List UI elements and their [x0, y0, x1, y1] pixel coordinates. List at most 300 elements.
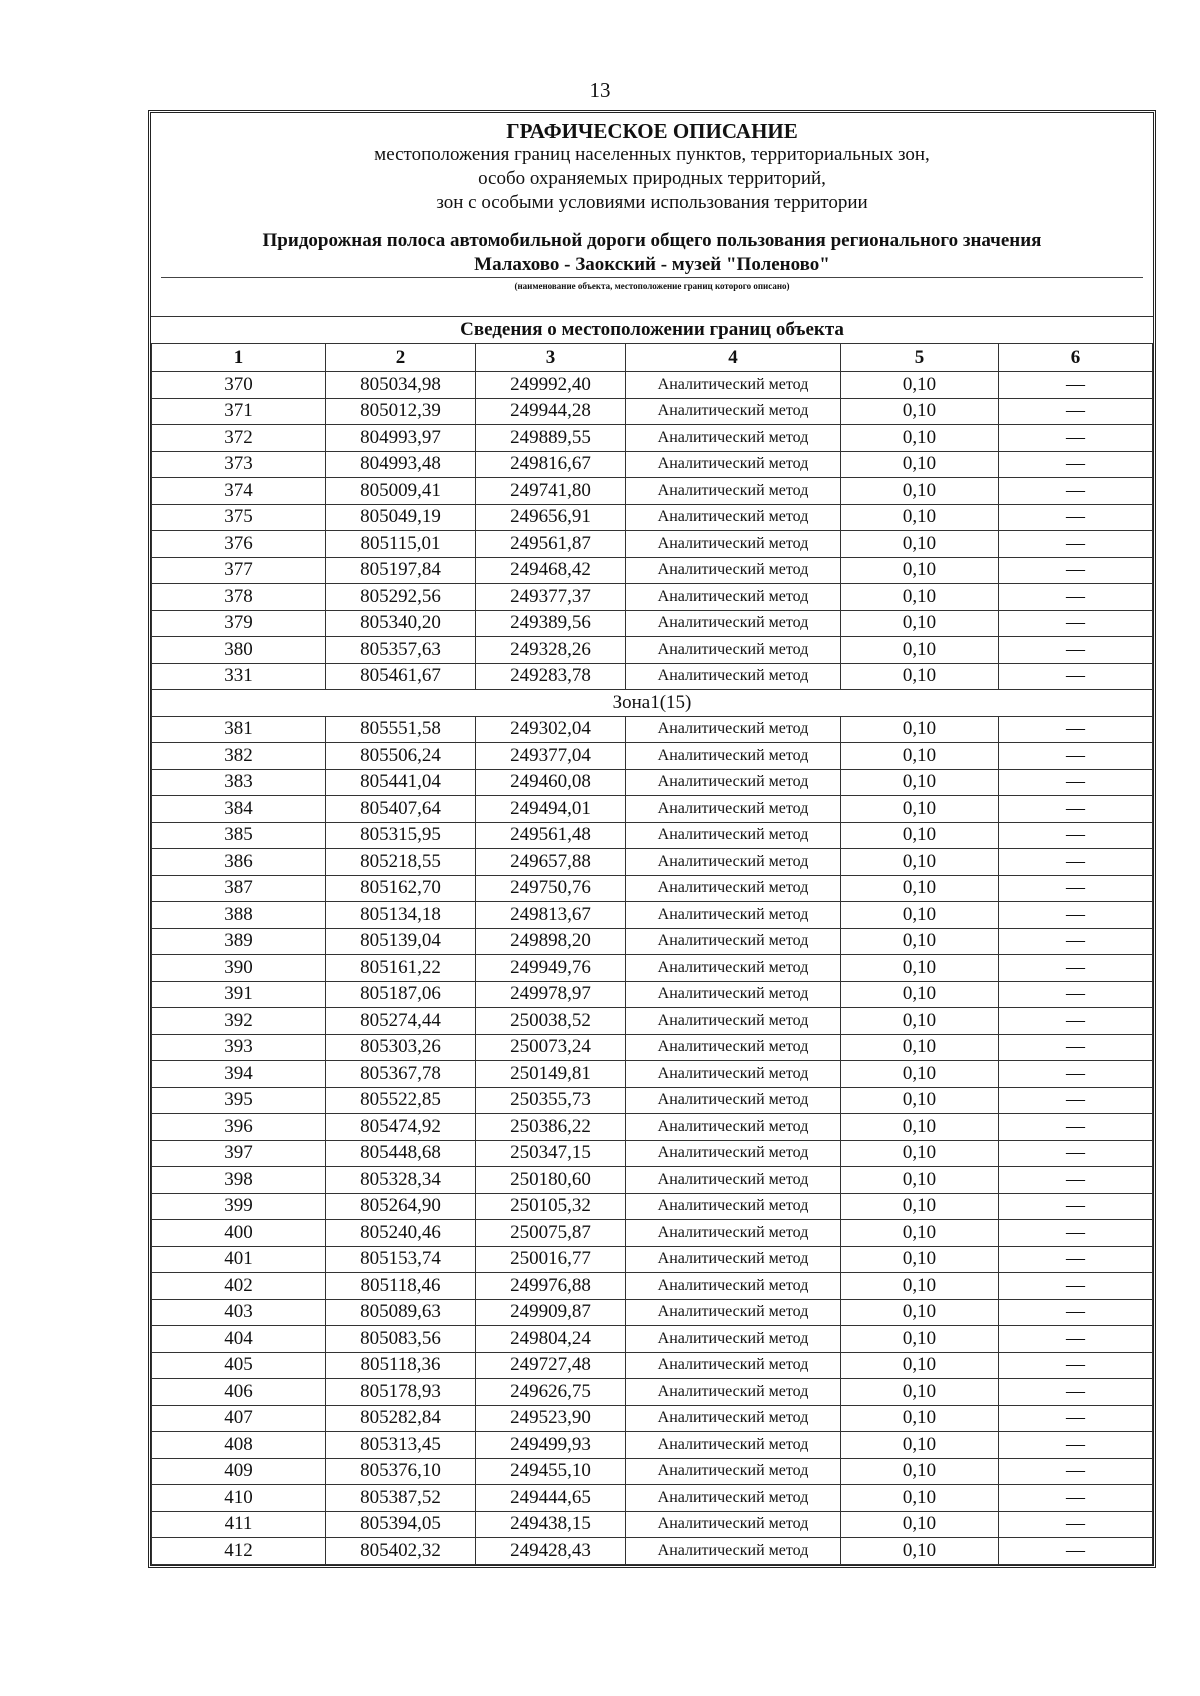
x-coordinate-cell: 804993,97 — [326, 425, 476, 452]
table-row — [152, 769, 1153, 796]
description-cell: — — [999, 478, 1153, 505]
point-number-cell: 379 — [152, 610, 326, 637]
description-cell: — — [999, 1273, 1153, 1300]
description-cell: — — [999, 1405, 1153, 1432]
table-row — [152, 849, 1153, 876]
table-row — [152, 796, 1153, 823]
table-row — [152, 1485, 1153, 1512]
point-number-cell: 410 — [152, 1485, 326, 1512]
table-row — [152, 451, 1153, 478]
table-row — [152, 928, 1153, 955]
description-cell: — — [999, 1167, 1153, 1194]
accuracy-cell: 0,10 — [841, 743, 999, 770]
y-coordinate-cell: 249889,55 — [476, 425, 626, 452]
description-cell: — — [999, 504, 1153, 531]
point-number-cell: 400 — [152, 1220, 326, 1247]
zone-row — [152, 690, 1153, 717]
table-row — [152, 716, 1153, 743]
method-cell: Аналитический метод — [626, 1167, 841, 1194]
method-cell: Аналитический метод — [626, 1220, 841, 1247]
description-cell: — — [999, 1352, 1153, 1379]
x-coordinate-cell: 805012,39 — [326, 398, 476, 425]
table-row — [152, 637, 1153, 664]
x-coordinate-cell: 805083,56 — [326, 1326, 476, 1353]
description-cell: — — [999, 1193, 1153, 1220]
column-header: 1 — [152, 344, 326, 372]
table-row — [152, 902, 1153, 929]
accuracy-cell: 0,10 — [841, 769, 999, 796]
y-coordinate-cell: 249283,78 — [476, 663, 626, 690]
description-cell: — — [999, 1511, 1153, 1538]
method-cell: Аналитический метод — [626, 1458, 841, 1485]
x-coordinate-cell: 805264,90 — [326, 1193, 476, 1220]
table-row — [152, 478, 1153, 505]
table-row — [152, 1405, 1153, 1432]
subtitle-line: особо охраняемых природных территорий, — [478, 168, 826, 189]
description-cell: — — [999, 1061, 1153, 1088]
table-row — [152, 1220, 1153, 1247]
y-coordinate-cell: 249657,88 — [476, 849, 626, 876]
accuracy-cell: 0,10 — [841, 504, 999, 531]
x-coordinate-cell: 805506,24 — [326, 743, 476, 770]
table-row — [152, 398, 1153, 425]
point-number-cell: 370 — [152, 372, 326, 399]
point-number-cell: 378 — [152, 584, 326, 611]
object-note: (наименование объекта, местоположение границ которого описано) — [161, 277, 1143, 292]
point-number-cell: 384 — [152, 796, 326, 823]
accuracy-cell: 0,10 — [841, 1246, 999, 1273]
table-row — [152, 981, 1153, 1008]
description-cell: — — [999, 1008, 1153, 1035]
point-number-cell: 331 — [152, 663, 326, 690]
description-cell: — — [999, 372, 1153, 399]
y-coordinate-cell: 249741,80 — [476, 478, 626, 505]
y-coordinate-cell: 249377,04 — [476, 743, 626, 770]
method-cell: Аналитический метод — [626, 1246, 841, 1273]
method-cell: Аналитический метод — [626, 902, 841, 929]
point-number-cell: 385 — [152, 822, 326, 849]
table-row — [152, 584, 1153, 611]
method-cell: Аналитический метод — [626, 557, 841, 584]
point-number-cell: 380 — [152, 637, 326, 664]
description-cell: — — [999, 928, 1153, 955]
point-number-cell: 381 — [152, 716, 326, 743]
y-coordinate-cell: 250149,81 — [476, 1061, 626, 1088]
table-row — [152, 531, 1153, 558]
accuracy-cell: 0,10 — [841, 1485, 999, 1512]
table-row — [152, 955, 1153, 982]
accuracy-cell: 0,10 — [841, 1379, 999, 1406]
method-cell: Аналитический метод — [626, 637, 841, 664]
description-cell: — — [999, 955, 1153, 982]
method-cell: Аналитический метод — [626, 1405, 841, 1432]
column-header: 2 — [326, 344, 476, 372]
y-coordinate-cell: 249898,20 — [476, 928, 626, 955]
x-coordinate-cell: 805357,63 — [326, 637, 476, 664]
header-block — [151, 113, 1153, 277]
point-number-cell: 404 — [152, 1326, 326, 1353]
method-cell: Аналитический метод — [626, 1061, 841, 1088]
method-cell: Аналитический метод — [626, 1326, 841, 1353]
accuracy-cell: 0,10 — [841, 451, 999, 478]
subtitle-line: зон с особыми условиями использования территории — [436, 192, 868, 213]
x-coordinate-cell: 805387,52 — [326, 1485, 476, 1512]
method-cell: Аналитический метод — [626, 716, 841, 743]
section-title: Сведения о местоположении границ объекта — [151, 316, 1153, 343]
method-cell: Аналитический метод — [626, 584, 841, 611]
table-row — [152, 1061, 1153, 1088]
method-cell: Аналитический метод — [626, 1008, 841, 1035]
y-coordinate-cell: 249944,28 — [476, 398, 626, 425]
accuracy-cell: 0,10 — [841, 557, 999, 584]
point-number-cell: 412 — [152, 1538, 326, 1565]
method-cell: Аналитический метод — [626, 822, 841, 849]
table-header-row — [152, 344, 1153, 372]
x-coordinate-cell: 805162,70 — [326, 875, 476, 902]
point-number-cell: 408 — [152, 1432, 326, 1459]
y-coordinate-cell: 250386,22 — [476, 1114, 626, 1141]
x-coordinate-cell: 805303,26 — [326, 1034, 476, 1061]
accuracy-cell: 0,10 — [841, 955, 999, 982]
y-coordinate-cell: 249499,93 — [476, 1432, 626, 1459]
method-cell: Аналитический метод — [626, 1114, 841, 1141]
y-coordinate-cell: 250105,32 — [476, 1193, 626, 1220]
description-cell: — — [999, 610, 1153, 637]
x-coordinate-cell: 805402,32 — [326, 1538, 476, 1565]
accuracy-cell: 0,10 — [841, 1061, 999, 1088]
point-number-cell: 374 — [152, 478, 326, 505]
description-cell: — — [999, 1326, 1153, 1353]
accuracy-cell: 0,10 — [841, 1114, 999, 1141]
description-cell: — — [999, 822, 1153, 849]
y-coordinate-cell: 249468,42 — [476, 557, 626, 584]
x-coordinate-cell: 805315,95 — [326, 822, 476, 849]
y-coordinate-cell: 250038,52 — [476, 1008, 626, 1035]
page-number: 13 — [589, 78, 611, 102]
accuracy-cell: 0,10 — [841, 716, 999, 743]
description-cell: — — [999, 902, 1153, 929]
column-header: 6 — [999, 344, 1153, 372]
description-cell: — — [999, 1034, 1153, 1061]
point-number-cell: 401 — [152, 1246, 326, 1273]
table-row — [152, 372, 1153, 399]
point-number-cell: 377 — [152, 557, 326, 584]
method-cell: Аналитический метод — [626, 1511, 841, 1538]
accuracy-cell: 0,10 — [841, 372, 999, 399]
table-row — [152, 557, 1153, 584]
y-coordinate-cell: 250347,15 — [476, 1140, 626, 1167]
x-coordinate-cell: 805118,46 — [326, 1273, 476, 1300]
method-cell: Аналитический метод — [626, 1273, 841, 1300]
x-coordinate-cell: 805461,67 — [326, 663, 476, 690]
table-row — [152, 1299, 1153, 1326]
x-coordinate-cell: 805089,63 — [326, 1299, 476, 1326]
x-coordinate-cell: 805313,45 — [326, 1432, 476, 1459]
accuracy-cell: 0,10 — [841, 1273, 999, 1300]
accuracy-cell: 0,10 — [841, 1352, 999, 1379]
accuracy-cell: 0,10 — [841, 637, 999, 664]
document-title: ГРАФИЧЕСКОЕ ОПИСАНИЕ — [506, 119, 798, 143]
accuracy-cell: 0,10 — [841, 425, 999, 452]
y-coordinate-cell: 249909,87 — [476, 1299, 626, 1326]
method-cell: Аналитический метод — [626, 451, 841, 478]
table-row — [152, 1379, 1153, 1406]
table-row — [152, 1034, 1153, 1061]
method-cell: Аналитический метод — [626, 425, 841, 452]
x-coordinate-cell: 805197,84 — [326, 557, 476, 584]
x-coordinate-cell: 805118,36 — [326, 1352, 476, 1379]
point-number-cell: 394 — [152, 1061, 326, 1088]
description-cell: — — [999, 663, 1153, 690]
accuracy-cell: 0,10 — [841, 1405, 999, 1432]
x-coordinate-cell: 805139,04 — [326, 928, 476, 955]
accuracy-cell: 0,10 — [841, 610, 999, 637]
y-coordinate-cell: 250180,60 — [476, 1167, 626, 1194]
x-coordinate-cell: 805328,34 — [326, 1167, 476, 1194]
accuracy-cell: 0,10 — [841, 1140, 999, 1167]
method-cell: Аналитический метод — [626, 955, 841, 982]
accuracy-cell: 0,10 — [841, 1458, 999, 1485]
y-coordinate-cell: 249992,40 — [476, 372, 626, 399]
x-coordinate-cell: 805034,98 — [326, 372, 476, 399]
point-number-cell: 409 — [152, 1458, 326, 1485]
y-coordinate-cell: 249444,65 — [476, 1485, 626, 1512]
method-cell: Аналитический метод — [626, 610, 841, 637]
method-cell: Аналитический метод — [626, 875, 841, 902]
table-row — [152, 1511, 1153, 1538]
description-cell: — — [999, 557, 1153, 584]
y-coordinate-cell: 250075,87 — [476, 1220, 626, 1247]
document-frame — [148, 110, 1156, 1568]
point-number-cell: 395 — [152, 1087, 326, 1114]
accuracy-cell: 0,10 — [841, 796, 999, 823]
description-cell: — — [999, 849, 1153, 876]
point-number-cell: 393 — [152, 1034, 326, 1061]
accuracy-cell: 0,10 — [841, 1167, 999, 1194]
x-coordinate-cell: 805522,85 — [326, 1087, 476, 1114]
description-cell: — — [999, 1114, 1153, 1141]
method-cell: Аналитический метод — [626, 1034, 841, 1061]
y-coordinate-cell: 249302,04 — [476, 716, 626, 743]
method-cell: Аналитический метод — [626, 1299, 841, 1326]
point-number-cell: 391 — [152, 981, 326, 1008]
accuracy-cell: 0,10 — [841, 663, 999, 690]
point-number-cell: 382 — [152, 743, 326, 770]
point-number-cell: 411 — [152, 1511, 326, 1538]
point-number-cell: 386 — [152, 849, 326, 876]
y-coordinate-cell: 249389,56 — [476, 610, 626, 637]
table-row — [152, 1193, 1153, 1220]
method-cell: Аналитический метод — [626, 372, 841, 399]
x-coordinate-cell: 805448,68 — [326, 1140, 476, 1167]
accuracy-cell: 0,10 — [841, 1538, 999, 1565]
x-coordinate-cell: 805009,41 — [326, 478, 476, 505]
point-number-cell: 397 — [152, 1140, 326, 1167]
table-row — [152, 822, 1153, 849]
accuracy-cell: 0,10 — [841, 478, 999, 505]
point-number-cell: 388 — [152, 902, 326, 929]
table-row — [152, 663, 1153, 690]
x-coordinate-cell: 805187,06 — [326, 981, 476, 1008]
table-row — [152, 1326, 1153, 1353]
x-coordinate-cell: 805376,10 — [326, 1458, 476, 1485]
description-cell: — — [999, 531, 1153, 558]
table-row — [152, 1246, 1153, 1273]
method-cell: Аналитический метод — [626, 1087, 841, 1114]
point-number-cell: 407 — [152, 1405, 326, 1432]
description-cell: — — [999, 425, 1153, 452]
method-cell: Аналитический метод — [626, 849, 841, 876]
accuracy-cell: 0,10 — [841, 875, 999, 902]
accuracy-cell: 0,10 — [841, 1193, 999, 1220]
zone-label: Зона1(15) — [152, 690, 1153, 717]
table-row — [152, 1432, 1153, 1459]
accuracy-cell: 0,10 — [841, 398, 999, 425]
x-coordinate-cell: 805474,92 — [326, 1114, 476, 1141]
x-coordinate-cell: 805153,74 — [326, 1246, 476, 1273]
table-row — [152, 1087, 1153, 1114]
y-coordinate-cell: 249976,88 — [476, 1273, 626, 1300]
point-number-cell: 399 — [152, 1193, 326, 1220]
point-number-cell: 398 — [152, 1167, 326, 1194]
y-coordinate-cell: 250073,24 — [476, 1034, 626, 1061]
accuracy-cell: 0,10 — [841, 584, 999, 611]
y-coordinate-cell: 249813,67 — [476, 902, 626, 929]
method-cell: Аналитический метод — [626, 796, 841, 823]
accuracy-cell: 0,10 — [841, 1034, 999, 1061]
x-coordinate-cell: 805551,58 — [326, 716, 476, 743]
accuracy-cell: 0,10 — [841, 1299, 999, 1326]
y-coordinate-cell: 249377,37 — [476, 584, 626, 611]
y-coordinate-cell: 249750,76 — [476, 875, 626, 902]
y-coordinate-cell: 249816,67 — [476, 451, 626, 478]
column-header: 3 — [476, 344, 626, 372]
y-coordinate-cell: 249438,15 — [476, 1511, 626, 1538]
table-row — [152, 1114, 1153, 1141]
accuracy-cell: 0,10 — [841, 822, 999, 849]
x-coordinate-cell: 805340,20 — [326, 610, 476, 637]
y-coordinate-cell: 249561,87 — [476, 531, 626, 558]
accuracy-cell: 0,10 — [841, 1432, 999, 1459]
method-cell: Аналитический метод — [626, 743, 841, 770]
x-coordinate-cell: 805407,64 — [326, 796, 476, 823]
method-cell: Аналитический метод — [626, 398, 841, 425]
method-cell: Аналитический метод — [626, 478, 841, 505]
description-cell: — — [999, 398, 1153, 425]
point-number-cell: 389 — [152, 928, 326, 955]
description-cell: — — [999, 1458, 1153, 1485]
y-coordinate-cell: 249561,48 — [476, 822, 626, 849]
accuracy-cell: 0,10 — [841, 1326, 999, 1353]
x-coordinate-cell: 805134,18 — [326, 902, 476, 929]
x-coordinate-cell: 805161,22 — [326, 955, 476, 982]
table-row — [152, 504, 1153, 531]
method-cell: Аналитический метод — [626, 531, 841, 558]
y-coordinate-cell: 249727,48 — [476, 1352, 626, 1379]
method-cell: Аналитический метод — [626, 981, 841, 1008]
y-coordinate-cell: 249523,90 — [476, 1405, 626, 1432]
method-cell: Аналитический метод — [626, 1140, 841, 1167]
point-number-cell: 403 — [152, 1299, 326, 1326]
table-row — [152, 1458, 1153, 1485]
y-coordinate-cell: 249656,91 — [476, 504, 626, 531]
method-cell: Аналитический метод — [626, 663, 841, 690]
accuracy-cell: 0,10 — [841, 1087, 999, 1114]
point-number-cell: 373 — [152, 451, 326, 478]
point-number-cell: 375 — [152, 504, 326, 531]
column-header: 5 — [841, 344, 999, 372]
y-coordinate-cell: 249328,26 — [476, 637, 626, 664]
coordinates-table — [151, 343, 1153, 1565]
x-coordinate-cell: 805274,44 — [326, 1008, 476, 1035]
point-number-cell: 387 — [152, 875, 326, 902]
y-coordinate-cell: 249460,08 — [476, 769, 626, 796]
object-name-line: Малахово - Заокский - музей "Поленово" — [474, 254, 830, 275]
table-row — [152, 1273, 1153, 1300]
description-cell: — — [999, 981, 1153, 1008]
point-number-cell: 390 — [152, 955, 326, 982]
description-cell: — — [999, 1485, 1153, 1512]
point-number-cell: 392 — [152, 1008, 326, 1035]
accuracy-cell: 0,10 — [841, 531, 999, 558]
x-coordinate-cell: 804993,48 — [326, 451, 476, 478]
x-coordinate-cell: 805178,93 — [326, 1379, 476, 1406]
subtitle-line: местоположения границ населенных пунктов, территориальных зон, — [374, 144, 930, 165]
description-cell: — — [999, 1140, 1153, 1167]
description-cell: — — [999, 716, 1153, 743]
table-row — [152, 425, 1153, 452]
description-cell: — — [999, 769, 1153, 796]
accuracy-cell: 0,10 — [841, 928, 999, 955]
description-cell: — — [999, 875, 1153, 902]
method-cell: Аналитический метод — [626, 1538, 841, 1565]
y-coordinate-cell: 250016,77 — [476, 1246, 626, 1273]
point-number-cell: 376 — [152, 531, 326, 558]
description-cell: — — [999, 1299, 1153, 1326]
accuracy-cell: 0,10 — [841, 849, 999, 876]
y-coordinate-cell: 249455,10 — [476, 1458, 626, 1485]
x-coordinate-cell: 805367,78 — [326, 1061, 476, 1088]
table-row — [152, 1352, 1153, 1379]
point-number-cell: 406 — [152, 1379, 326, 1406]
x-coordinate-cell: 805115,01 — [326, 531, 476, 558]
y-coordinate-cell: 249494,01 — [476, 796, 626, 823]
y-coordinate-cell: 249804,24 — [476, 1326, 626, 1353]
accuracy-cell: 0,10 — [841, 1511, 999, 1538]
x-coordinate-cell: 805049,19 — [326, 504, 476, 531]
y-coordinate-cell: 249428,43 — [476, 1538, 626, 1565]
table-row — [152, 1538, 1153, 1565]
description-cell: — — [999, 796, 1153, 823]
x-coordinate-cell: 805394,05 — [326, 1511, 476, 1538]
point-number-cell: 405 — [152, 1352, 326, 1379]
x-coordinate-cell: 805441,04 — [326, 769, 476, 796]
description-cell: — — [999, 1246, 1153, 1273]
y-coordinate-cell: 249949,76 — [476, 955, 626, 982]
accuracy-cell: 0,10 — [841, 1220, 999, 1247]
description-cell: — — [999, 637, 1153, 664]
method-cell: Аналитический метод — [626, 1485, 841, 1512]
description-cell: — — [999, 584, 1153, 611]
method-cell: Аналитический метод — [626, 1432, 841, 1459]
accuracy-cell: 0,10 — [841, 981, 999, 1008]
point-number-cell: 402 — [152, 1273, 326, 1300]
description-cell: — — [999, 1379, 1153, 1406]
accuracy-cell: 0,10 — [841, 902, 999, 929]
method-cell: Аналитический метод — [626, 1352, 841, 1379]
object-name-line: Придорожная полоса автомобильной дороги общего пользования регионального значения — [262, 230, 1042, 251]
method-cell: Аналитический метод — [626, 928, 841, 955]
